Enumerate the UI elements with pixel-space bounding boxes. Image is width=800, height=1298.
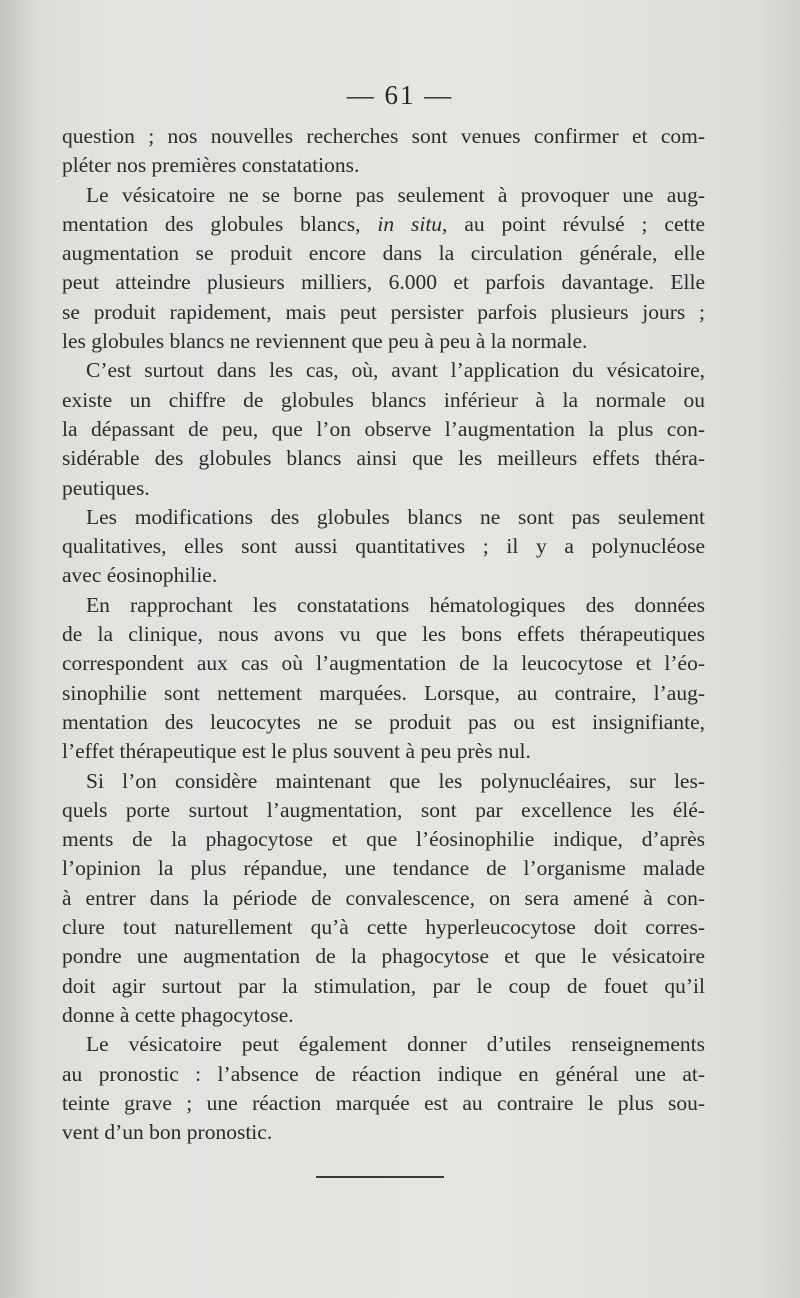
text-line: En rapprochant les constatations hématologiques des données [86,592,705,617]
body-text [62,122,705,1147]
text-line: les globules blancs ne reviennent que peu à peu à la normale. [62,329,588,354]
page-number: — 61 — [346,80,454,110]
text-line: Les modifications des globules blancs ne sont pas seulement [86,504,705,529]
text-line: question ; nos nouvelles recherches sont venues confirmer et com- [62,124,705,148]
text-line: teinte grave ; une réaction marquée est au contraire le plus sou- [62,1090,705,1115]
text-line: la dépassant de peu, que l’on observe l’augmentation la plus con- [62,416,705,441]
text-line: sinophilie sont nettement marquées. Lorsque, au contraire, l’aug- [62,680,705,705]
text-line: pléter nos premières constatations. [62,153,360,178]
text-line: l’opinion la plus répandue, une tendance de l’organisme malade [62,856,705,881]
text-line: Le vésicatoire peut également donner d’utiles renseignements [86,1032,705,1057]
text-line: existe un chiffre de globules blancs inférieur à la normale ou [62,387,705,412]
text-line: ments de la phagocytose et que l’éosinophilie indique, d’après [62,827,705,852]
text-line: peut atteindre plusieurs milliers, 6.000 et parfois davantage. Elle [62,270,705,295]
text-line: avec éosinophilie. [62,563,218,588]
text-line: se produit rapidement, mais peut persister parfois plusieurs jours ; [62,299,705,324]
italic-term: in situ [377,211,443,236]
text-line: quels porte surtout l’augmentation, sont par excellence les élé- [62,797,705,822]
text-line: correspondent aux cas où l’augmentation de la leucocytose et l’éo- [62,651,705,676]
end-rule [316,1176,444,1178]
text-line: mentation des globules blancs, in situ, au point révulsé ; cette [62,211,705,236]
text-line: donne à cette phagocytose. [62,1002,294,1027]
text-line: l’effet thérapeutique est le plus souvent à peu près nul. [62,739,531,764]
text-line: qualitatives, elles sont aussi quantitatives ; il y a polynucléose [62,534,705,559]
text-line: mentation des leucocytes ne se produit pas ou est insignifiante, [62,709,705,734]
text-line: augmentation se produit encore dans la circulation générale, elle [62,241,705,266]
text-line: pondre une augmentation de la phagocytose et que le vésicatoire [62,944,705,969]
text-line: au pronostic : l’absence de réaction indique en général une at- [62,1061,705,1086]
text-line: C’est surtout dans les cas, où, avant l’application du vésicatoire, [86,358,705,383]
text-line: à entrer dans la période de convalescence, on sera amené à con- [62,885,705,910]
text-line: vent d’un bon pronostic. [62,1120,273,1145]
text-line: Le vésicatoire ne se borne pas seulement à provoquer une aug- [86,182,705,207]
text-line: clure tout naturellement qu’à cette hyperleucocytose doit corres- [62,915,705,940]
text-line: sidérable des globules blancs ainsi que les meilleurs effets théra- [62,446,705,471]
text-line: Si l’on considère maintenant que les polynucléaires, sur les- [86,768,705,793]
text-line: de la clinique, nous avons vu que les bons effets thérapeutiques [62,622,705,647]
text-line: doit agir surtout par la stimulation, par le coup de fouet qu’il [62,973,705,998]
text-line: peutiques. [62,475,150,500]
